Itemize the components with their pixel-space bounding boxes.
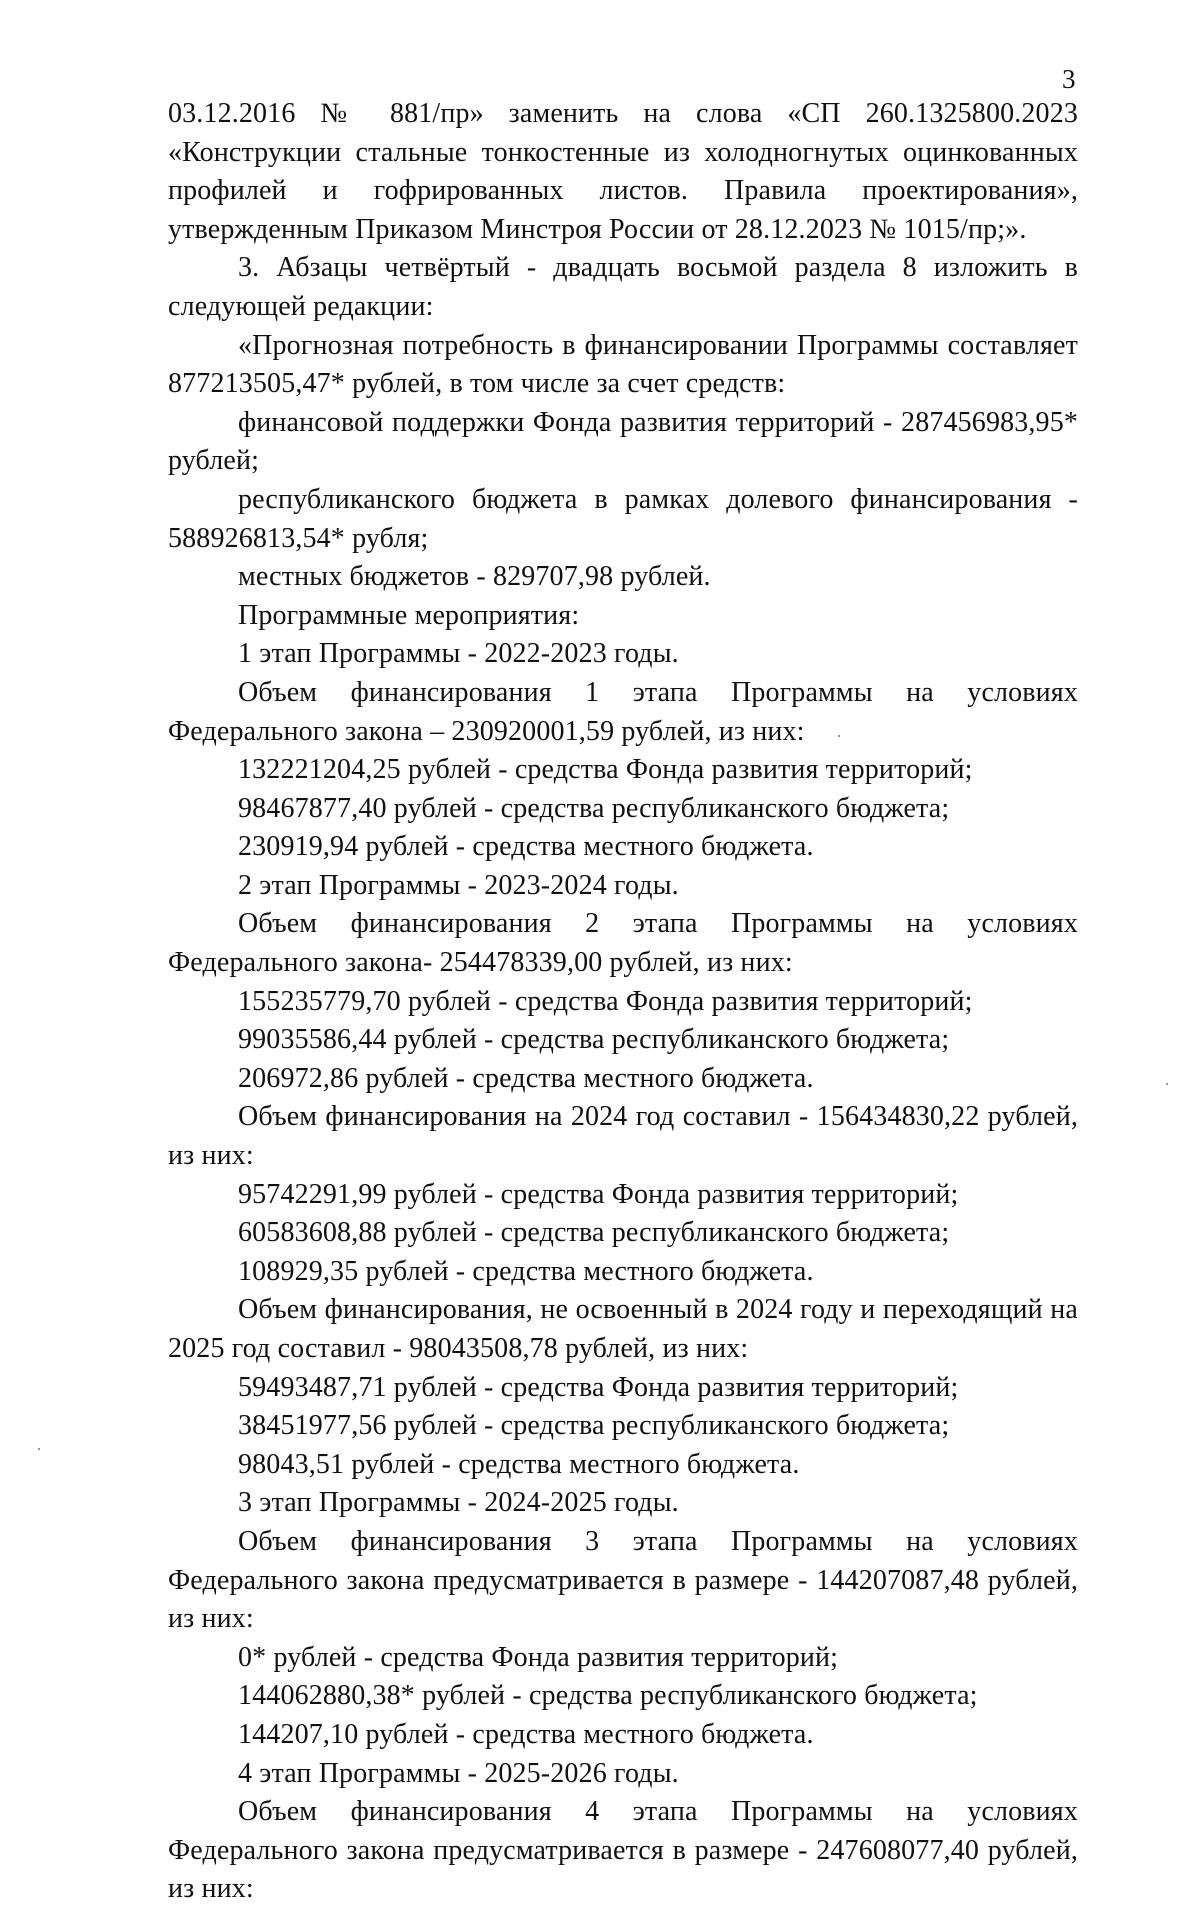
document-body	[168, 95, 1078, 1909]
paragraph: 230919,94 рублей - средства местного бюджета.	[238, 831, 814, 863]
paragraph: 2 этап Программы - 2023-2024 годы.	[238, 869, 679, 901]
page-number: 3	[1062, 64, 1076, 94]
paragraph: 3. Абзацы четвёртый - двадцать восьмой раздела 8 изложить в следующей редакции:	[168, 252, 1078, 322]
paragraph: 98467877,40 рублей - средства республиканского бюджета;	[238, 792, 950, 824]
paragraph: 155235779,70 рублей - средства Фонда развития территорий;	[238, 985, 973, 1017]
scan-speck	[838, 735, 840, 737]
paragraph: Объем финансирования на 2024 год составил - 156434830,22 рублей, из них:	[168, 1101, 1078, 1172]
paragraph: Объем финансирования 4 этапа Программы на условиях Федерального закона предусматривается в размере - 247608077,40 рублей, из них:	[168, 1796, 1078, 1905]
paragraph: 206972,86 рублей - средства местного бюджета.	[238, 1062, 814, 1094]
paragraph: 03.12.2016 № 881/пр» заменить на слова «СП 260.1325800.2023 «Конструкции стальные тонкостенные из холодногнутых оцинкованных профилей и гофрированных листов. Правила проектирования», утвержденным Приказом Минстроя России от 28.12.2023 № 1015/пр;».	[168, 98, 1078, 245]
paragraph: 95742291,99 рублей - средства Фонда развития территорий;	[238, 1178, 959, 1210]
paragraph: Объем финансирования 3 этапа Программы на условиях Федерального закона предусматривается в размере - 144207087,48 рублей, из них:	[168, 1525, 1078, 1635]
paragraph: 132221204,25 рублей - средства Фонда развития территорий;	[238, 754, 973, 786]
paragraph: 99035586,44 рублей - средства республиканского бюджета;	[238, 1024, 950, 1056]
paragraph: 4 этап Программы - 2025-2026 годы.	[238, 1757, 679, 1789]
paragraph: Объем финансирования 2 этапа Программы на условиях Федерального закона- 254478339,00 рублей, из них:	[168, 908, 1078, 979]
paragraph: 3 этап Программы - 2024-2025 годы.	[238, 1487, 679, 1519]
paragraph: 1 этап Программы - 2022-2023 годы.	[238, 638, 679, 670]
paragraph: 108929,35 рублей - средства местного бюджета.	[238, 1255, 814, 1287]
paragraph: республиканского бюджета в рамках долевого финансирования - 588926813,54* рубля;	[168, 483, 1078, 554]
paragraph: 38451977,56 рублей - средства республиканского бюджета;	[238, 1410, 950, 1442]
paragraph: местных бюджетов - 829707,98 рублей.	[238, 561, 711, 593]
paragraph: 59493487,71 рублей - средства Фонда развития территорий;	[238, 1371, 959, 1403]
paragraph: финансовой поддержки Фонда развития территорий - 287456983,95* рублей;	[168, 406, 1078, 477]
scan-speck	[1166, 1083, 1168, 1085]
paragraph: 0* рублей - средства Фонда развития территорий;	[238, 1641, 839, 1673]
paragraph: 60583608,88 рублей - средства республиканского бюджета;	[238, 1217, 950, 1249]
paragraph: 144062880,38* рублей - средства республиканского бюджета;	[238, 1680, 978, 1712]
paragraph: Объем финансирования 1 этапа Программы на условиях Федерального закона – 230920001,59 рублей, из них:	[168, 676, 1078, 747]
paragraph: 98043,51 рублей - средства местного бюджета.	[238, 1448, 800, 1480]
scan-speck	[38, 1448, 40, 1450]
paragraph: Программные мероприятия:	[238, 599, 580, 631]
paragraph: Объем финансирования, не освоенный в 2024 году и переходящий на 2025 год составил - 98043508,78 рублей, из них:	[168, 1294, 1078, 1364]
paragraph: 144207,10 рублей - средства местного бюджета.	[238, 1718, 814, 1750]
paragraph: «Прогнозная потребность в финансировании Программы составляет 877213505,47* рублей, в том числе за счет средств:	[168, 329, 1078, 400]
